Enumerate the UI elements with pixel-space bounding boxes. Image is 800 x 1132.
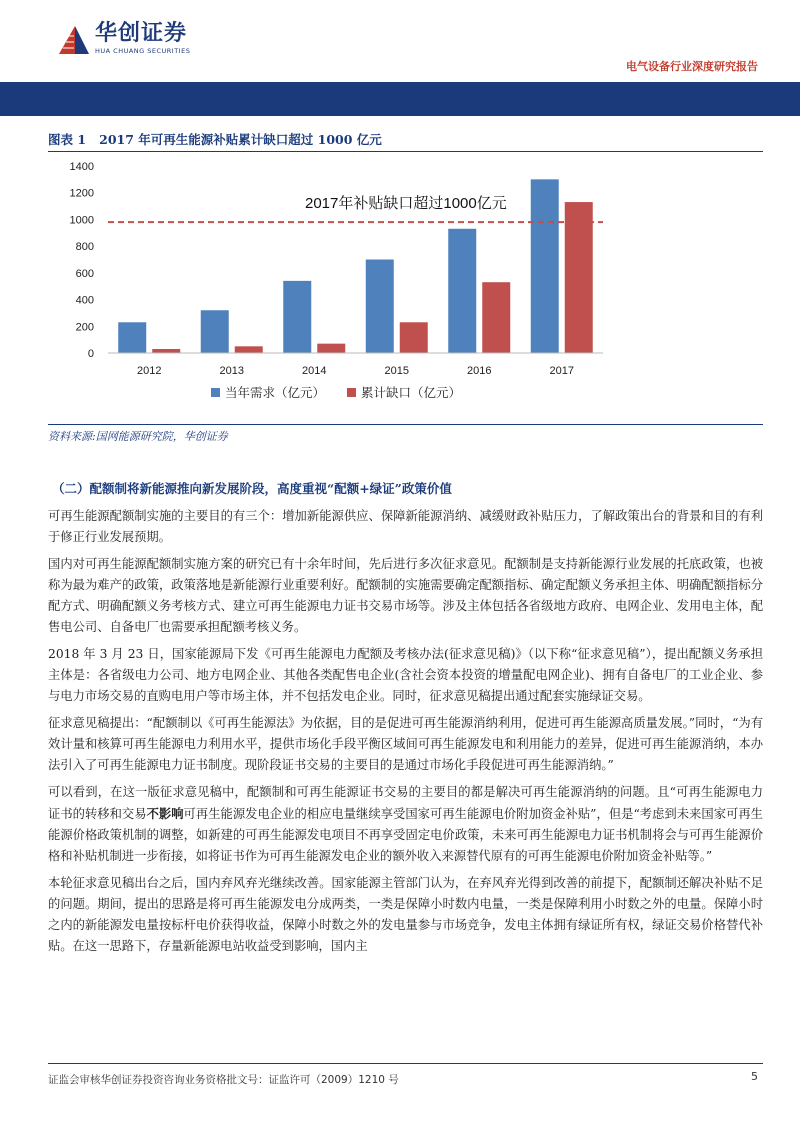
y-tick-label: 1200 <box>69 187 94 200</box>
paragraph-part: 可以看到，在这一版征求意见稿中，配额制和可再生能源证书交易的主要目的都是解决可再生能源消纳的问题。且“可再生能源电力证书的转移和交易 <box>48 785 763 821</box>
chart-annotation: 2017年补贴缺口超过1000亿元 <box>305 195 507 213</box>
footer-license: 证监会审核华创证券投资咨询业务资格批文号：证监许可（2009）1210 号 <box>48 1074 399 1086</box>
legend-swatch <box>211 388 220 397</box>
y-tick-label: 1400 <box>69 161 94 173</box>
bar-chart <box>48 154 763 422</box>
logo-en-text: HUA CHUANG SECURITIES <box>95 47 191 55</box>
legend-swatch <box>347 388 356 397</box>
y-tick-label: 200 <box>75 321 94 334</box>
bar-demand-2012 <box>118 322 146 353</box>
bar-demand-2014 <box>283 281 311 353</box>
company-logo <box>55 22 190 58</box>
bar-gap-2013 <box>235 346 263 353</box>
logo-mark-icon <box>55 22 91 58</box>
x-tick-label: 2012 <box>137 365 162 377</box>
section-heading: （二）配额制将新能源推向新发展阶段，高度重视“配额+绿证”政策价值 <box>52 481 452 496</box>
page-header <box>0 0 800 82</box>
bar-gap-2014 <box>317 344 345 353</box>
figure-title-rule <box>48 151 763 152</box>
x-axis <box>108 353 603 377</box>
y-tick-label: 400 <box>75 294 94 307</box>
source-rule <box>48 424 763 425</box>
figure-caption: 2017 年可再生能源补贴累计缺口超过 1000 亿元 <box>99 132 382 147</box>
page-number: 5 <box>751 1070 758 1083</box>
figure-source: 资料来源:国网能源研究院，华创证券 <box>48 430 228 443</box>
header-band <box>0 82 800 116</box>
bar-gap-2016 <box>482 282 510 353</box>
paragraph <box>48 782 763 867</box>
x-tick-label: 2015 <box>384 365 409 377</box>
bold-phrase: 不影响 <box>146 806 184 821</box>
chart-legend <box>211 385 461 400</box>
paragraph: 2018 年 3 月 23 日，国家能源局下发《可再生能源电力配额及考核办法(征求意见稿)》（以下称“征求意见稿”），提出配额义务承担主体是：各省级电力公司、地方电网企业、其他各类配售电企业(含社会资本投资的增量配电网企业)、拥有自备电厂的工业企业、参与电力市场交易的直购电用户等市场主体，并不包括发电企业。同时，征求意见稿提出通过配套实施绿证交易。 <box>48 647 763 703</box>
y-axis <box>70 161 94 360</box>
legend-label: 当年需求（亿元） <box>225 386 326 400</box>
legend-label: 累计缺口（亿元） <box>361 386 462 400</box>
x-tick-label: 2016 <box>467 365 492 377</box>
paragraph: 本轮征求意见稿出台之后，国内弃风弃光继续改善。国家能源主管部门认为，在弃风弃光得到改善的前提下，配额制还解决补贴不足的问题。期间，提出的思路是将可再生能源发电分成两类，一类是保障小时数内电量，一类是保障利用小时数之外的电量。保障小时之内的新能源发电量按标杆电价获得收益，保障小时数之外的发电量参与市场竞争，发电主体拥有绿证所有权，绿证交易价格替代补贴。在这一思路下，存量新能源电站收益受到影响，国内主 <box>48 876 763 953</box>
logo-cn-text: 华创证券 <box>95 21 188 46</box>
bar-gap-2017 <box>565 202 593 353</box>
footer-rule <box>48 1063 763 1064</box>
y-tick-label: 1000 <box>69 214 94 227</box>
bar-demand-2016 <box>448 229 476 353</box>
bar-demand-2017 <box>531 179 559 353</box>
figure-title <box>48 130 382 148</box>
y-tick-label: 0 <box>87 348 94 360</box>
paragraph: 可再生能源配额制实施的主要目的有三个：增加新能源供应、保障新能源消纳、减缓财政补贴压力，了解政策出台的背景和目的有利于修正行业发展预期。 <box>48 509 763 544</box>
body-text <box>48 506 763 963</box>
bar-demand-2013 <box>201 310 229 353</box>
bar-demand-2015 <box>366 260 394 354</box>
y-tick-label: 800 <box>75 241 94 254</box>
paragraph-part: 可再生能源发电企业的相应电量继续享受国家可再生能源电价附加资金补贴”，但是“考虑到未来国家可再生能源价格政策机制的调整，如新建的可再生能源发电项目不再享受固定电价政策，未来可再生能源电力证书机制将会与可再生能源价格和补贴机制进一步衔接，如将证书作为可再生能源发电企业的额外收入来源替代原有的可再生能源电价附加资金补贴等。” <box>48 807 763 863</box>
figure-label: 图表 1 <box>48 132 87 147</box>
chart-svg <box>48 154 763 422</box>
report-type: 电气设备行业深度研究报告 <box>626 60 758 73</box>
bar-gap-2012 <box>152 349 180 353</box>
x-tick-label: 2017 <box>549 365 574 377</box>
paragraph: 国内对可再生能源配额制实施方案的研究已有十余年时间，先后进行多次征求意见。配额制是支持新能源行业发展的托底政策，也被称为最为难产的政策，政策落地是新能源行业重要利好。配额制的实施需要确定配额指标、确定配额义务承担主体、明确配额指标分配方式、明确配额义务考核方式、建立可再生能源电力证书交易市场等。涉及主体包括各省级地方政府、电网企业、发用电主体，配售电公司、自备电厂也需要承担配额考核义务。 <box>48 557 763 634</box>
paragraph: 征求意见稿提出：“配额制以《可再生能源法》为依据，目的是促进可再生能源消纳利用，促进可再生能源高质量发展。”同时，“为有效计量和核算可再生能源电力利用水平，提供市场化手段平衡区域间可再生能源发电和利用能力的差异，促进可再生能源消纳，本办法引入了可再生能源电力证书制度。现阶段证书交易的主要目的是通过市场化手段促进可再生能源消纳。” <box>48 716 763 772</box>
x-tick-label: 2013 <box>219 365 244 377</box>
y-tick-label: 600 <box>75 267 94 280</box>
bar-gap-2015 <box>400 322 428 353</box>
x-tick-label: 2014 <box>302 365 327 377</box>
